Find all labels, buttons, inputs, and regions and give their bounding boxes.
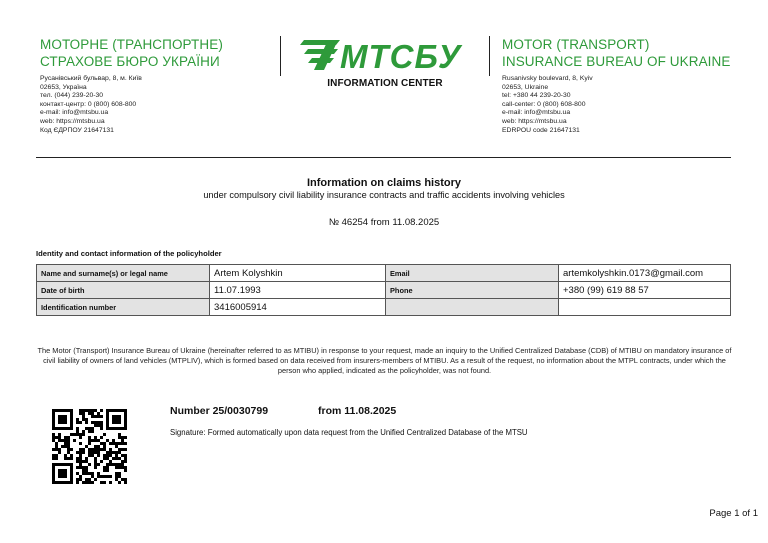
address-line: 02653, Україна xyxy=(40,83,87,91)
result-paragraph: The Motor (Transport) Insurance Bureau of Ukraine (hereinafter referred to as MTIBU) in response to your request, made an inquiry to the Unified Centralized Database (CDB) of MTIBU on mandatory insurance of civil liability of owners of land vehicles (MTPLIV), which is formed based on data received from insurers-members of MTIBU. As a result of the request, no information about the MTPL contracts, under which the person who applied, indicated as the policyholder, was not found. xyxy=(37,346,732,375)
qr-code xyxy=(52,409,127,484)
address-line: tel: +380 44 239-20-30 xyxy=(502,92,571,100)
divider xyxy=(489,36,490,76)
address-line: контакт-центр: 0 (800) 608-800 xyxy=(40,100,137,108)
empty-value-cell xyxy=(559,299,731,316)
divider xyxy=(280,36,281,76)
table-row xyxy=(37,299,731,316)
table-row xyxy=(37,282,731,299)
id-number-value: 3416005914 xyxy=(210,299,386,316)
dob-label: Date of birth xyxy=(37,282,210,299)
id-number-label: Identification number xyxy=(37,299,210,316)
policyholder-table xyxy=(36,264,731,316)
header-title-ua-line2: СТРАХОВЕ БЮРО УКРАЇНИ xyxy=(40,54,220,69)
address-line: Русанівський бульвар, 8, м. Київ xyxy=(40,75,142,82)
information-center-label: INFORMATION CENTER xyxy=(327,78,443,89)
table-row xyxy=(37,265,731,282)
signature-number: Number 25/0030799 xyxy=(170,405,269,417)
email-label: Email xyxy=(386,265,559,282)
signature-date: from 11.08.2025 xyxy=(318,405,397,417)
address-line: тел. (044) 239-20-30 xyxy=(40,92,104,100)
email-value: artemkolyshkin.0173@gmail.com xyxy=(559,265,731,282)
phone-label: Phone xyxy=(386,282,559,299)
policyholder-section-label: Identity and contact information of the policyholder xyxy=(36,249,222,258)
header-address-english xyxy=(502,75,732,135)
name-value: Artem Kolyshkin xyxy=(210,265,386,282)
address-line: Код ЄДРПОУ 21647131 xyxy=(40,126,114,134)
address-line: e-mail: info@mtsbu.ua xyxy=(502,109,571,117)
header-logo-block xyxy=(280,36,490,89)
document-header xyxy=(40,36,730,156)
document-number: № 46254 from 11.08.2025 xyxy=(328,217,440,228)
header-address-ukrainian xyxy=(40,75,280,135)
address-line: Rusanivsky boulevard, 8, Kyiv xyxy=(502,75,593,82)
name-label: Name and surname(s) or legal name xyxy=(37,265,210,282)
mtsbu-logo xyxy=(298,38,473,70)
address-line: web: https://mtsbu.ua xyxy=(502,117,567,125)
dob-value: 11.07.1993 xyxy=(210,282,386,299)
header-divider-line xyxy=(36,157,731,158)
address-line: call-center: 0 (800) 608-800 xyxy=(502,100,586,108)
phone-value: +380 (99) 619 88 57 xyxy=(559,282,731,299)
header-title-en-line2: INSURANCE BUREAU OF UKRAINE xyxy=(502,54,731,69)
address-line: e-mail: info@mtsbu.ua xyxy=(40,109,109,117)
address-line: EDRPOU code 21647131 xyxy=(502,126,580,134)
address-line: 02653, Ukraine xyxy=(502,83,549,91)
document-title: Information on claims history xyxy=(306,177,462,189)
header-left-block xyxy=(40,36,280,135)
page-number: Page 1 of 1 xyxy=(709,508,758,519)
header-title-ukrainian xyxy=(40,36,280,70)
header-title-en-line1: MOTOR (TRANSPORT) xyxy=(502,37,650,52)
logo-wordmark: МТСБУ xyxy=(340,38,462,72)
empty-label-cell xyxy=(386,299,559,316)
header-right-block xyxy=(502,36,732,135)
address-line: web: https://mtsbu.ua xyxy=(40,117,105,125)
header-title-ua-line1: МОТОРНЕ (ТРАНСПОРТНЕ) xyxy=(40,37,223,52)
document-subtitle: under compulsory civil liability insurance contracts and traffic accidents involving vehicles xyxy=(203,190,565,200)
signature-text: Signature: Formed automatically upon data request from the Unified Centralized Database of the MTSU xyxy=(170,428,528,437)
header-title-english xyxy=(502,36,732,70)
